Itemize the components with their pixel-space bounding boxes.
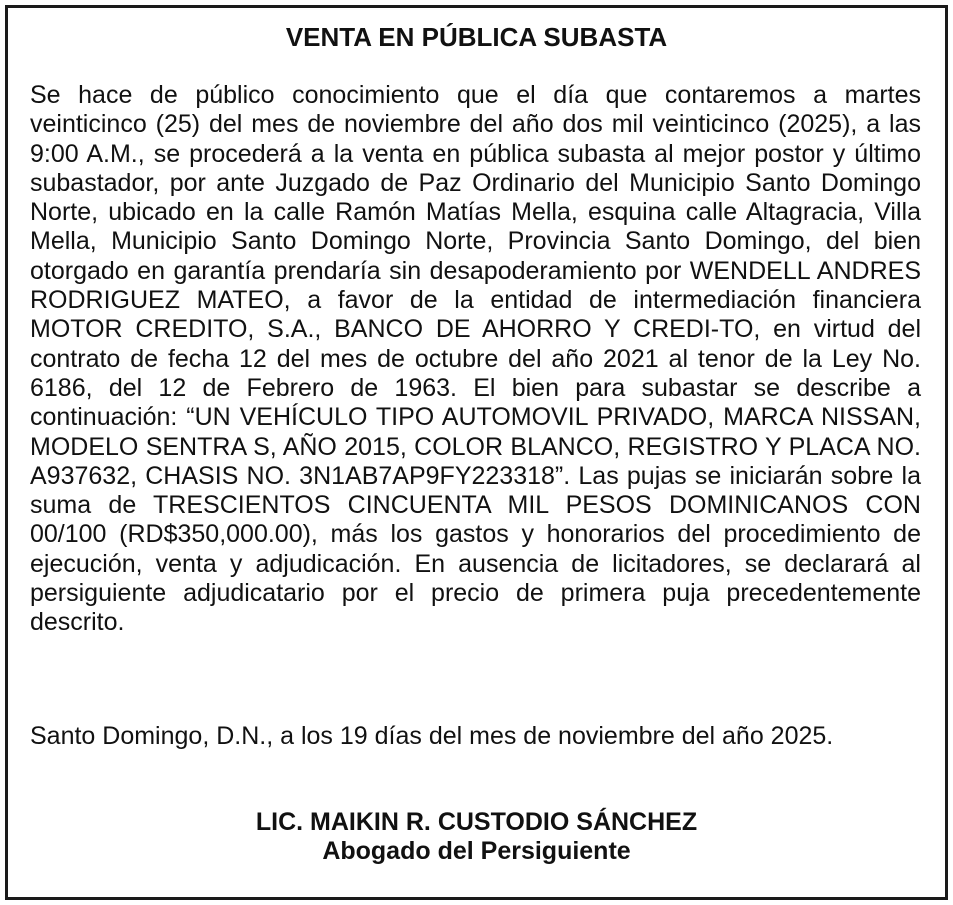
notice-title: VENTA EN PÚBLICA SUBASTA: [285, 22, 668, 52]
legal-notice: [5, 5, 948, 900]
notice-body: Se hace de público conocimiento que el día que contaremos a martes veinticinco (25) del mes de noviembre del año dos mil veinticinco (2025), a las 9:00 A.M., se procederá a la venta en pública subasta al mejor postor y último subastador, por ante Juzgado de Paz Ordinario del Municipio Santo Domingo Norte, ubicado en la calle Ramón Matías Mella, esquina calle Altagracia, Villa Mella, Municipio Santo Domingo Norte, Provincia Santo Domingo, del bien otorgado en garantía prendaría sin desapoderamiento por WENDELL ANDRES RODRIGUEZ MATEO, a favor de la entidad de intermediación financiera MOTOR CREDITO, S.A., BANCO DE AHORRO Y CREDI-TO, en virtud del contrato de fecha 12 del mes de octubre del año 2021 al tenor de la Ley No. 6186, del 12 de Febrero de 1963. El bien para subastar se describe a continuación: “UN VEHÍCULO TIPO AUTOMOVIL PRIVADO, MARCA NISSAN, MODELO SENTRA S, AÑO 2015, COLOR BLANCO, REGISTRO Y PLACA NO. A937632, CHASIS NO. 3N1AB7AP9FY223318”. Las pujas se iniciarán sobre la suma de TRESCIENTOS CINCUENTA MIL PESOS DOMINICANOS CON 00/100 (RD$350,000.00), más los gastos y honorarios del procedimiento de ejecución, venta y adjudicación. En ausencia de licitadores, se declarará al persiguiente adjudicatario por el precio de primera puja precedentemente descrito.: [30, 81, 921, 637]
signatory-role: Abogado del Persiguiente: [322, 837, 631, 865]
signature-block: [8, 808, 945, 866]
signatory-name: LIC. MAIKIN R. CUSTODIO SÁNCHEZ: [255, 808, 698, 836]
notice-date-line: Santo Domingo, D.N., a los 19 días del mes de noviembre del año 2025.: [30, 722, 834, 750]
